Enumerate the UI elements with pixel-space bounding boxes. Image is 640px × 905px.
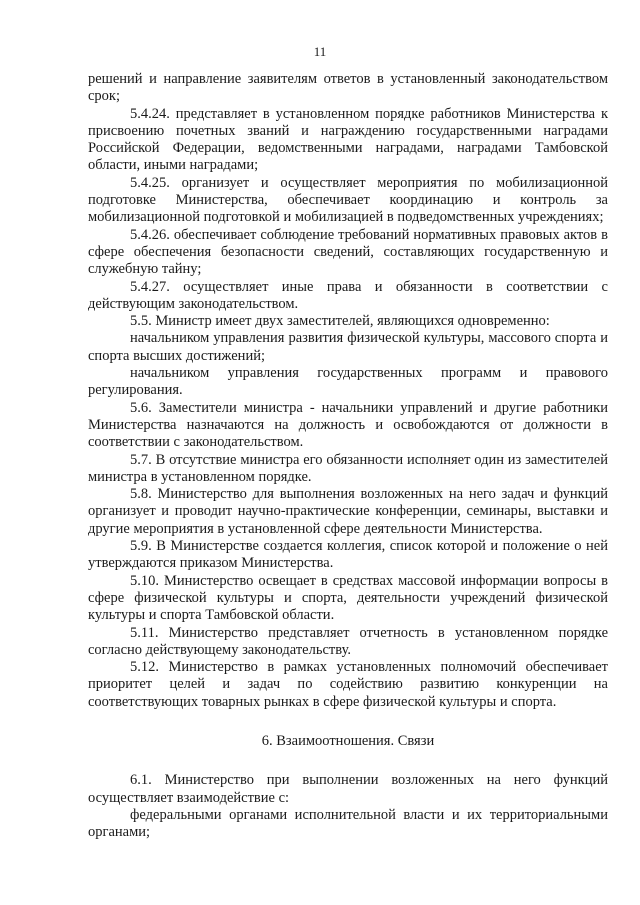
paragraph-5-5-item-1: начальником управления развития физической культуры, массового спорта и спорта высших достижений; xyxy=(88,330,608,364)
page-number: 11 xyxy=(313,44,327,59)
paragraph-6-1-item-1: федеральными органами исполнительной власти и их территориальными органами; xyxy=(88,806,608,841)
paragraph-5-7: 5.7. В отсутствие министра его обязанности исполняет один из заместителей министра в установленном порядке. xyxy=(88,451,608,485)
paragraph-5-4-24: 5.4.24. представляет в установленном порядке работников Министерства к присвоению почетных званий и награждению государственными наградами Российской Федерации, ведомственными наградами, наградами Тамбовской области, иными наградами; xyxy=(88,105,608,174)
paragraph-5-9: 5.9. В Министерстве создается коллегия, список которой и положение о ней утверждаются приказом Министерства. xyxy=(88,538,608,572)
paragraph-6-1: 6.1. Министерство при выполнении возложенных на него функций осуществляет взаимодействие с: xyxy=(88,772,608,806)
paragraph-5-8: 5.8. Министерство для выполнения возложенных на него задач и функций организует и проводит научно-практические конференции, семинары, выставки и другие мероприятия в установленной сфере деятельности Министерства. xyxy=(88,486,608,537)
paragraph-5-4-27: 5.4.27. осуществляет иные права и обязанности в соответствии с действующим законодательством. xyxy=(88,278,608,312)
paragraph-5-10: 5.10. Министерство освещает в средствах массовой информации вопросы в сфере физической культуры и спорта, деятельности учреждений физической культуры и спорта Тамбовской области. xyxy=(88,572,608,624)
paragraph-5-4-26: 5.4.26. обеспечивает соблюдение требований нормативных правовых актов в сфере обеспечения безопасности сведений, составляющих государственную и служебную тайну; xyxy=(88,226,608,278)
paragraph-5-4-25: 5.4.25. организует и осуществляет мероприятия по мобилизационной подготовке Министерства, обеспечивает координацию и контроль за мобилизационной подготовкой и мобилизацией в подведомственных учреждениях; xyxy=(88,174,608,226)
paragraph-continuation: решений и направление заявителям ответов в установленный законодательством срок; xyxy=(88,71,608,105)
paragraph-5-5-item-2: начальником управления государственных программ и правового регулирования. xyxy=(88,365,608,399)
document-body xyxy=(88,71,608,841)
paragraph-5-5: 5.5. Министр имеет двух заместителей, являющихся одновременно: xyxy=(130,313,550,330)
paragraph-5-12: 5.12. Министерство в рамках установленных полномочий обеспечивает приоритет целей и задач по содействию развитию конкуренции на соответствующих товарных рынках в сфере физической культуры и спорта. xyxy=(88,659,608,710)
paragraph-5-6: 5.6. Заместители министра - начальники управлений и другие работники Министерства назначаются на должность и освобождаются от должности в соответствии с законодательством. xyxy=(88,399,608,451)
section-heading: 6. Взаимоотношения. Связи xyxy=(261,732,435,749)
paragraph-5-11: 5.11. Министерство представляет отчетность в установленном порядке согласно действующему законодательству. xyxy=(88,624,608,658)
